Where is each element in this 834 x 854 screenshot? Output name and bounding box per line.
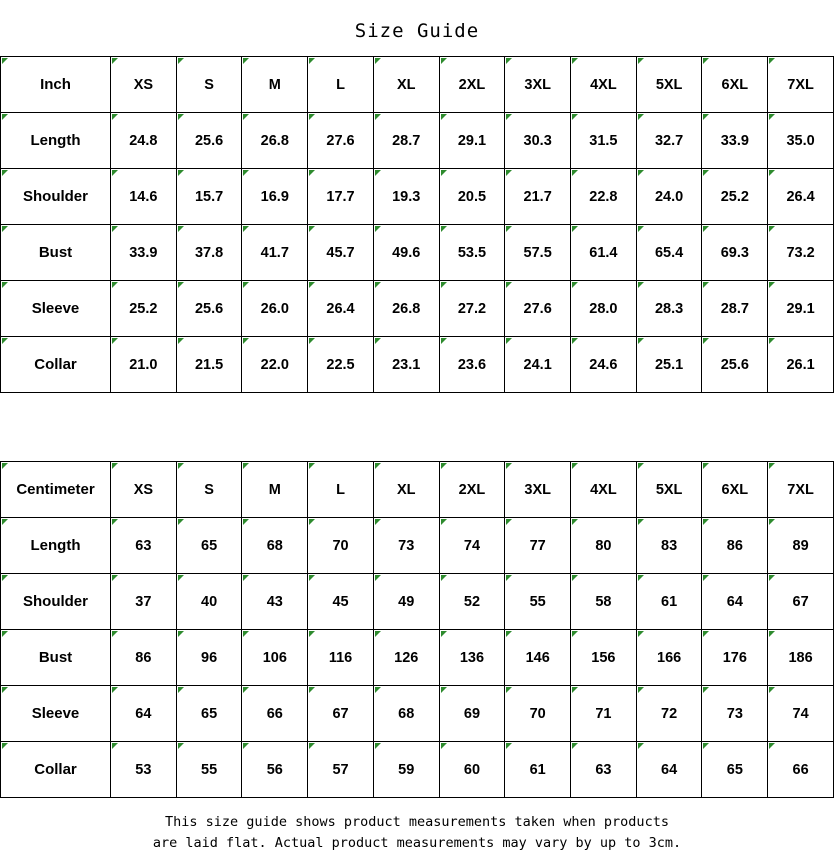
measurement-value: 27.6 [505, 281, 571, 337]
measurement-value: 29.1 [439, 113, 505, 169]
measurement-value: 35.0 [768, 113, 834, 169]
measurement-value: 67 [308, 686, 374, 742]
measurement-value: 61 [505, 742, 571, 798]
measurement-value: 24.0 [636, 169, 702, 225]
measurement-value: 55 [505, 574, 571, 630]
measurement-value: 21.7 [505, 169, 571, 225]
measurement-value: 37 [111, 574, 177, 630]
measurement-value: 186 [768, 630, 834, 686]
size-header-6xl: 6XL [702, 57, 768, 113]
measurement-value: 156 [571, 630, 637, 686]
size-header-2xl: 2XL [439, 57, 505, 113]
measurement-value: 49 [373, 574, 439, 630]
measurement-value: 57 [308, 742, 374, 798]
page-title: Size Guide [354, 20, 480, 42]
measurement-value: 64 [702, 574, 768, 630]
measurement-value: 24.8 [111, 113, 177, 169]
table-row [1, 337, 834, 393]
measurement-value: 32.7 [636, 113, 702, 169]
measurement-value: 41.7 [242, 225, 308, 281]
measurement-value: 70 [505, 686, 571, 742]
measurement-value: 116 [308, 630, 374, 686]
size-header-xs: XS [111, 57, 177, 113]
measurement-label: Sleeve [1, 686, 111, 742]
measurement-value: 15.7 [176, 169, 242, 225]
measurement-value: 57.5 [505, 225, 571, 281]
measurement-value: 25.6 [176, 281, 242, 337]
measurement-value: 21.5 [176, 337, 242, 393]
measurement-value: 73.2 [768, 225, 834, 281]
table-row [1, 574, 834, 630]
measurement-value: 83 [636, 518, 702, 574]
measurement-value: 31.5 [571, 113, 637, 169]
measurement-value: 30.3 [505, 113, 571, 169]
table-row [1, 742, 834, 798]
measurement-value: 65 [176, 518, 242, 574]
measurement-value: 86 [702, 518, 768, 574]
measurement-value: 60 [439, 742, 505, 798]
measurement-value: 66 [242, 686, 308, 742]
footnote-line-2: are laid flat. Actual product measurements may vary by up to 3cm. [152, 834, 682, 851]
measurement-label: Length [1, 113, 111, 169]
measurement-label: Length [1, 518, 111, 574]
size-header-2xl: 2XL [439, 462, 505, 518]
size-header-4xl: 4XL [571, 462, 637, 518]
measurement-value: 89 [768, 518, 834, 574]
measurement-value: 65 [702, 742, 768, 798]
measurement-value: 49.6 [373, 225, 439, 281]
measurement-value: 69.3 [702, 225, 768, 281]
measurement-value: 26.8 [242, 113, 308, 169]
measurement-value: 28.7 [373, 113, 439, 169]
measurement-value: 65 [176, 686, 242, 742]
measurement-value: 71 [571, 686, 637, 742]
measurement-value: 21.0 [111, 337, 177, 393]
measurement-value: 27.6 [308, 113, 374, 169]
measurement-value: 106 [242, 630, 308, 686]
table-header-row [1, 462, 834, 518]
measurement-value: 23.6 [439, 337, 505, 393]
size-header-s: S [176, 57, 242, 113]
measurement-value: 70 [308, 518, 374, 574]
measurement-label: Bust [1, 225, 111, 281]
measurement-value: 26.8 [373, 281, 439, 337]
measurement-value: 19.3 [373, 169, 439, 225]
measurement-value: 26.4 [768, 169, 834, 225]
unit-label: Inch [1, 57, 111, 113]
measurement-value: 63 [111, 518, 177, 574]
size-header-m: M [242, 462, 308, 518]
size-header-xl: XL [373, 462, 439, 518]
size-header-4xl: 4XL [571, 57, 637, 113]
measurement-value: 63 [571, 742, 637, 798]
measurement-value: 28.3 [636, 281, 702, 337]
measurement-value: 22.8 [571, 169, 637, 225]
measurement-label: Bust [1, 630, 111, 686]
measurement-value: 20.5 [439, 169, 505, 225]
table-row [1, 169, 834, 225]
measurement-value: 45 [308, 574, 374, 630]
table-row [1, 518, 834, 574]
measurement-label: Sleeve [1, 281, 111, 337]
measurement-value: 53.5 [439, 225, 505, 281]
measurement-label: Shoulder [1, 574, 111, 630]
measurement-value: 26.0 [242, 281, 308, 337]
measurement-value: 26.1 [768, 337, 834, 393]
measurement-value: 53 [111, 742, 177, 798]
measurement-value: 40 [176, 574, 242, 630]
measurement-value: 25.1 [636, 337, 702, 393]
size-header-xl: XL [373, 57, 439, 113]
measurement-value: 68 [242, 518, 308, 574]
table-row [1, 630, 834, 686]
measurement-value: 22.5 [308, 337, 374, 393]
measurement-value: 67 [768, 574, 834, 630]
measurement-value: 28.7 [702, 281, 768, 337]
measurement-value: 16.9 [242, 169, 308, 225]
size-table-inch-body [1, 57, 834, 393]
measurement-value: 126 [373, 630, 439, 686]
measurement-value: 64 [111, 686, 177, 742]
measurement-value: 24.1 [505, 337, 571, 393]
measurement-value: 17.7 [308, 169, 374, 225]
measurement-value: 24.6 [571, 337, 637, 393]
measurement-value: 33.9 [111, 225, 177, 281]
size-header-l: L [308, 57, 374, 113]
size-header-m: M [242, 57, 308, 113]
table-header-row [1, 57, 834, 113]
measurement-value: 64 [636, 742, 702, 798]
measurement-value: 74 [439, 518, 505, 574]
size-header-3xl: 3XL [505, 57, 571, 113]
measurement-value: 61.4 [571, 225, 637, 281]
measurement-value: 22.0 [242, 337, 308, 393]
footnote-line-1: This size guide shows product measurements taken when products [165, 814, 669, 830]
size-table-inch [0, 56, 834, 393]
measurement-label: Collar [1, 337, 111, 393]
size-header-s: S [176, 462, 242, 518]
measurement-value: 68 [373, 686, 439, 742]
measurement-value: 72 [636, 686, 702, 742]
size-header-5xl: 5XL [636, 462, 702, 518]
size-header-xs: XS [111, 462, 177, 518]
table-row [1, 686, 834, 742]
measurement-value: 73 [702, 686, 768, 742]
measurement-value: 96 [176, 630, 242, 686]
size-header-3xl: 3XL [505, 462, 571, 518]
measurement-value: 77 [505, 518, 571, 574]
table-spacer [0, 393, 834, 461]
measurement-value: 56 [242, 742, 308, 798]
measurement-value: 25.6 [702, 337, 768, 393]
measurement-value: 28.0 [571, 281, 637, 337]
table-row [1, 281, 834, 337]
size-header-7xl: 7XL [768, 57, 834, 113]
size-header-6xl: 6XL [702, 462, 768, 518]
size-header-l: L [308, 462, 374, 518]
measurement-value: 66 [768, 742, 834, 798]
measurement-value: 33.9 [702, 113, 768, 169]
measurement-value: 25.2 [702, 169, 768, 225]
measurement-value: 29.1 [768, 281, 834, 337]
measurement-value: 69 [439, 686, 505, 742]
measurement-value: 136 [439, 630, 505, 686]
measurement-value: 25.6 [176, 113, 242, 169]
size-guide-footnote [0, 798, 834, 854]
measurement-value: 146 [505, 630, 571, 686]
measurement-label: Collar [1, 742, 111, 798]
measurement-value: 23.1 [373, 337, 439, 393]
measurement-value: 58 [571, 574, 637, 630]
table-row [1, 113, 834, 169]
measurement-value: 80 [571, 518, 637, 574]
measurement-value: 166 [636, 630, 702, 686]
measurement-value: 43 [242, 574, 308, 630]
size-header-7xl: 7XL [768, 462, 834, 518]
measurement-value: 37.8 [176, 225, 242, 281]
measurement-value: 74 [768, 686, 834, 742]
measurement-value: 55 [176, 742, 242, 798]
measurement-value: 86 [111, 630, 177, 686]
measurement-value: 61 [636, 574, 702, 630]
measurement-value: 26.4 [308, 281, 374, 337]
measurement-value: 25.2 [111, 281, 177, 337]
table-row [1, 225, 834, 281]
measurement-value: 73 [373, 518, 439, 574]
measurement-value: 176 [702, 630, 768, 686]
size-table-centimeter [0, 461, 834, 798]
unit-label: Centimeter [1, 462, 111, 518]
size-header-5xl: 5XL [636, 57, 702, 113]
measurement-value: 27.2 [439, 281, 505, 337]
measurement-value: 59 [373, 742, 439, 798]
measurement-value: 45.7 [308, 225, 374, 281]
measurement-value: 52 [439, 574, 505, 630]
size-table-centimeter-body [1, 462, 834, 798]
measurement-value: 65.4 [636, 225, 702, 281]
measurement-value: 14.6 [111, 169, 177, 225]
measurement-label: Shoulder [1, 169, 111, 225]
